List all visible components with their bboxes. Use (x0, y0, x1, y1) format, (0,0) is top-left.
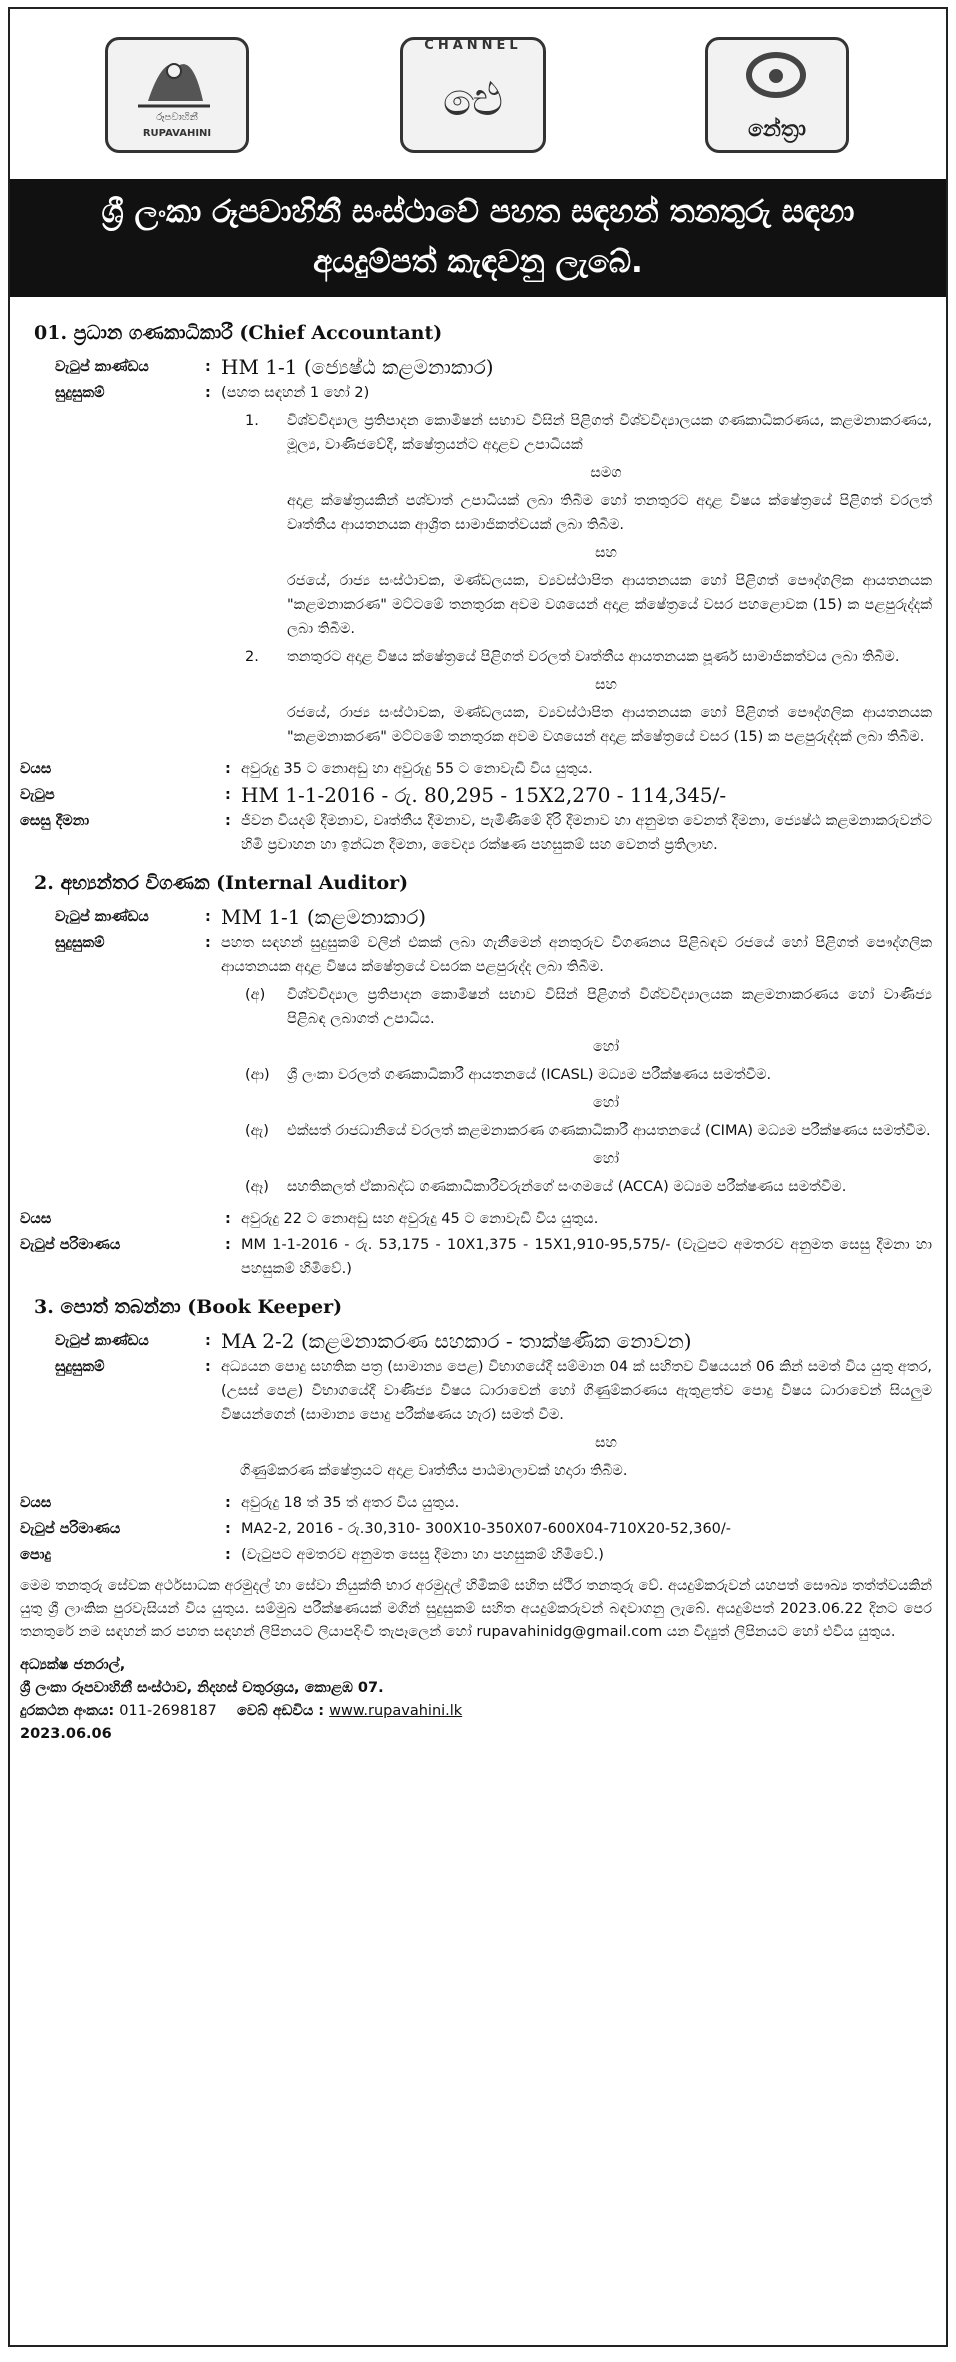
label-salary-scale: වැටුප් පරිමාණය (20, 1237, 121, 1253)
channel-label: CHANNEL (424, 38, 522, 53)
conjunction: සහ (595, 545, 617, 561)
eye-icon (746, 52, 806, 98)
qualifications-text: අධ්‍යයන පොදු සහතික පත්‍ර (සාමාන්‍ය පෙළ) විභාගයේදී සම්මාන 04 ක් සහිතව විෂයයන් 06 කින් සමත් විය යුතු අතර, (උසස් පෙළ) විභාගයේදී වාණිජ්‍ය විෂය ධාරාවෙන් හෝ ගිණුම්කරණය ඇතුළත්ව පොදු විෂය ධාරාවෙන් සියලුම විෂයන්ගෙන් (සාමාන්‍ය පොදු පරීක්ෂණය හැර) සමත් වීම. (221, 1359, 932, 1423)
phone-label: දුරකථන අංකය: (20, 1703, 115, 1719)
conjunction: සහ (595, 677, 617, 693)
phone-number: 011-2698187 (119, 1703, 217, 1719)
conjunction: හෝ (592, 1151, 620, 1167)
label-age: වයස (20, 1495, 52, 1511)
label-qualifications: සුදුසුකම් (55, 385, 105, 401)
conjunction: හෝ (592, 1095, 620, 1111)
website-link[interactable]: www.rupavahini.lk (329, 1703, 463, 1719)
qual-letter: (ඈ) (245, 1179, 269, 1195)
conjunction: හෝ (592, 1039, 620, 1055)
headline-line-2: අයදුම්පත් කැඳවනු ලැබේ. (313, 244, 643, 280)
qualification-c: එක්සත් රාජධානියේ වරලත් කළමනාකරණ ගණකාධිකාරී ආයතනයේ (CIMA) මධ්‍යම පරීක්ෂණය සමත්වීම. (287, 1123, 931, 1139)
general-conditions: මෙම තනතුරු සේවක අර්ථසාධක අරමුදල් හා සේවා නියුක්ති භාර අරමුදල් හිමිකම් සහිත ස්ථිර තනතුරු වේ. අයදුම්කරුවන් යහපත් සෞඛ්‍ය තත්ත්වයකින් යුතු ශ්‍රී ලාංකික පුරවැසියන් විය යුතුය. සම්මුඛ පරීක්ෂණයක් මගින් සුදුසුකම් සහිත අයදුම්කරුවන් බඳවාගනු ලැබේ. අයදුම්පත් 2023.06.22 දිනට පෙර තනතුරේ නම සඳහන් කර පහත සඳහන් ලිපිනයට ලියාපදිංචි තැපෑලෙන් හෝ rupavahinidg@gmail.com යන විද්‍යුත් ලිපිනයට හෝ එවිය යුතුය. (20, 1578, 932, 1640)
rupavahini-caption-si: රූපවාහිනී (156, 112, 198, 123)
contact-block (20, 1654, 932, 1746)
value-salary-scale: MA2-2, 2016 - රු.30,310- 300X10-350X07-600X04-710X20-52,360/- (241, 1521, 732, 1537)
qual-letter: (ඇ) (245, 1123, 269, 1139)
rupavahini-logo (105, 37, 249, 153)
vacancy-content: 01. ප්‍රධාන ගණකාධිකාරී (Chief Accountant) වැටුප් කාණ්ඩය : HM 1-1 (ජ්‍යෙෂ්ඨ කළමනාකාර) සුදුසුකම් : (පහත සඳහන් 1 හෝ 2) 1. විශ්වවිද්‍යාල ප්‍රතිපාදන කොමිෂන් සභාව විසින් පිළිගත් විශ්වවිද්‍යාලයක ගණකාධිකරණය, කළමනාකරණය, මූල්‍ය, වාණිජවේදී, ක්ෂේත්‍රයන්ට අදාළව උපාධියක් සමග අදාළ ක්ෂේත්‍රයකින් පශ්චාත් උපාධියක් ලබා තිබීම හෝ තනතුරට අදාළ විෂය ක්ෂේත්‍රයේ පිළිගත් වරලත් වෘත්තීය ආයතනයක ආශ්‍රිත සාමාජිකත්වයක් ලබා තිබීම. සහ රජයේ, රාජ්‍ය සංස්ථාවක, මණ්ඩලයක, ව්‍යවස්ථාපිත ආයතනයක හෝ පිළිගත් පෞද්ගලික ආයතනයක "කළමනාකරණ" මට්ටමේ තනතුරක අවම වශයෙන් අදාළ ක්ෂේත්‍රයේ වසර පහළොවක (15) ක පළපුරුද්දක් ලබා තිබීම. 2. තනතුරට අදාළ විෂය ක්ෂේත්‍රයේ පිළිගත් වරලත් වෘත්තීය ආයතනයක පූර්ණ සාමාජිකත්වය ලබා තිබීම. සහ රජයේ, රාජ්‍ය සංස්ථාවක, මණ්ඩලයක, ව්‍යවස්ථාපිත ආයතනයක හෝ පිළිගත් පෞද්ගලික ආයතනයක "කළමනාකරණ" මට්ටමේ තනතුරක අවම වශයෙන් අදාළ ක්ෂේත්‍රයේ වසර (15) ක පළපුරුද්දක් ලබා තිබීම. වයස : අවුරුදු 35 ට නොඅඩු හා අවුරුදු 55 ට නොවැඩි විය යුතුය. වැටුප : HM 1-1-2016 - රු. 80,295 - 15X2,270 - 114,345/- සෙසු දීමනා : ජීවන වියදම් දීමනාව, වෘත්තීය දීමනාව, පැමිණීමේ දිරි දීමනාව හා අනුමත වෙනත් දීමනා, ජ්‍යෙෂ්ඨ කළමනාකරුවන්ට හිමි ප්‍රවාහන හා ඉන්ධන දීමනා, වෛද්‍ය රක්ෂණ පහසුකම් සහ වෙනත් ප්‍රතිලාභ. 2. අභ්‍යන්තර විගණක (Internal Auditor) වැටුප් කාණ්ඩය : MM 1-1 (කළමනාකාර) සුදුසුකම් : පහත සඳහන් සුදුසුකම් වලින් එකක් ලබා ගැනීමෙන් අනතුරුව විගණනය පිළිබඳව රජයේ හෝ පිළිගත් පෞද්ගලික ආයතනයක අදාළ විෂය ක්ෂේත්‍රයේ වසරක පළපුරුද්ද ලබා තිබීම. (අ) විශ්වවිද්‍යාල ප්‍රතිපාදන කොමිෂන් සභාව විසින් පිළිගත් විශ්වවිද්‍යාලයක කළමනාකරණය හෝ වාණිජ්‍ය පිළිබඳ ලබාගත් උපාධිය. හෝ (ආ) ශ්‍රී ලංකා වරලත් ගණකාධිකාරී ආයතනයේ (ICASL) මධ්‍යම පරීක්ෂණය සමත්වීම. හෝ (ඇ) එක්සත් රාජධානියේ වරලත් කළමනාකරණ ගණකාධිකාරී ආයතනයේ (CIMA) මධ්‍යම පරීක්ෂණය සමත්වීම. හෝ (ඈ) සහතිකලත් ඒකාබද්ධ ගණකාධිකාරීවරුන්ගේ සංගමයේ (ACCA) මධ්‍යම පරීක්ෂණය සමත්වීම. වයස : අවුරුදු 22 ට නොඅඩු සහ අවුරුදු 45 ට නොවැඩි විය යුතුය. වැටුප් පරිමාණය : MM 1-1-2016 - රු. 53,175 - 10X1,375 - 15X1,910-95,575/- (වැටුපට අමතරව අනුමත සෙසු දීමනා හා පහසුකම් හිමිවේ.) 3. පොත් තබන්නා (Book Keeper) වැටුප් කාණ්ඩය : MA 2-2 (කළමනාකරණ සහකාර - තාක්ෂණික නොවන) සුදුසුකම් : අධ්‍යයන පොදු සහතික පත්‍ර (සාමාන්‍ය පෙළ) විභාගයේදී සම්මාන 04 ක් සහිතව විෂයයන් 06 කින් සමත් විය යුතු අතර, (උසස් පෙළ) විභාගයේදී වාණිජ්‍ය විෂය ධාරාවෙන් හෝ ගිණුම්කරණය ඇතුළත්ව පොදු විෂය ධාරාවෙන් සියලුම විෂයන්ගෙන් (සාමාන්‍ය පොදු පරීක්ෂණය හැර) සමත් වීම. සහ ගිණුම්කරණ ක්ෂේත්‍රයට අදාළ වෘත්තීය පාඨමාලාවක් හදාරා තිබීම. වයස : අවුරුදු 18 ත් 35 ත් අතර විය යුතුය. වැටුප් පරිමාණය : MA2-2, 2016 - රු.30,310- 300X10-350X07-600X04-710X20-52,360/- පොදු : (වැටුපට අමතරව අනුමත සෙසු දීමනා හා පහසුකම් හිමිවේ.) මෙම තනතුරු සේවක අර්ථසාධක අරමුදල් හා සේවා නියුක්ති භාර අරමුදල් හිමිකම් සහිත ස්ථිර තනතුරු වේ. අයදුම්කරුවන් යහපත් සෞඛ්‍ය තත්ත්වයකින් යුතු ශ්‍රී ලාංකික පුරවැසියන් විය යුතුය. සම්මුඛ පරීක්ෂණයක් මගින් සුදුසුකම් සහිත අයදුම්කරුවන් බඳවාගනු ලැබේ. අයදුම්පත් 2023.06.22 දිනට පෙර තනතුරේ නම සඳහන් කර පහත සඳහන් ලිපිනයට ලියාපදිංචි තැපෑලෙන් හෝ rupavahinidg@gmail.com යන විද්‍යුත් ලිපිනයට හෝ එවිය යුතුය. අධ්‍යක්ෂ ජනරාල්, ශ්‍රී ලංකා රූපවාහිනී සංස්ථාව, නිදහස් චතුරශ්‍රය, කොළඹ 07. දුරකථන අංකය: 011-2698187 වෙබ් අඩවිය : www.rupavahini.lk 2023.06.06 (10, 297, 946, 1746)
qual-number: 1. (245, 413, 259, 429)
conjunction: සමග (590, 465, 622, 481)
label-common: පොදු (20, 1547, 51, 1563)
qualification-2: තනතුරට අදාළ විෂය ක්ෂේත්‍රයේ පිළිගත් වරලත් වෘත්තීය ආයතනයක පූර්ණ සාමාජිකත්වය ලබා තිබීම. (287, 649, 900, 665)
label-salary-grade: වැටුප් කාණ්ඩය (55, 1333, 149, 1349)
rupavahini-emblem-icon (108, 46, 240, 116)
label-benefits: සෙසු දීමනා (20, 813, 90, 829)
value-salary-grade: MA 2-2 (කළමනාකරණ සහකාර - තාක්ෂණික නොවන) (221, 1329, 692, 1353)
headline-line-1: ශ්‍රී ලංකා රූපවාහිනී සංස්ථාවේ පහත සඳහන් තනතුරු සඳහා (101, 194, 855, 230)
logo-strip (10, 9, 946, 179)
address: ශ්‍රී ලංකා රූපවාහිනී සංස්ථාව, නිදහස් චතුරශ්‍රය, කොළඹ 07. (20, 1680, 384, 1696)
label-qualifications: සුදුසුකම් (55, 935, 105, 951)
label-age: වයස (20, 1211, 52, 1227)
qualification-b: ශ්‍රී ලංකා වරලත් ගණකාධිකාරී ආයතනයේ (ICASL) මධ්‍යම පරීක්ෂණය සමත්වීම. (287, 1067, 772, 1083)
qualifications-intro: පහත සඳහන් සුදුසුකම් වලින් එකක් ලබා ගැනීමෙන් අනතුරුව විගණනය පිළිබඳව රජයේ හෝ පිළිගත් පෞද්ගලික ආයතනයක අදාළ විෂය ක්ෂේත්‍රයේ වසරක පළපුරුද්ද ලබා තිබීම. (221, 935, 932, 975)
qualification-1-part-3: රජයේ, රාජ්‍ය සංස්ථාවක, මණ්ඩලයක, ව්‍යවස්ථාපිත ආයතනයක හෝ පිළිගත් පෞද්ගලික ආයතනයක "කළමනාකරණ" මට්ටමේ තනතුරක අවම වශයෙන් අදාළ ක්ෂේත්‍රයේ වසර පහළොවක (15) ක පළපුරුද්දක් ලබා තිබීම. (287, 573, 932, 637)
label-salary-grade: වැටුප් කාණ්ඩය (55, 359, 149, 375)
value-age: අවුරුදු 18 ත් 35 ත් අතර විය යුතුය. (241, 1495, 460, 1511)
value-common: (වැටුපට අමතරව අනුමත සෙසු දීමනා හා පහසුකම් හිමිවේ.) (241, 1547, 604, 1563)
qualification-a: විශ්වවිද්‍යාල ප්‍රතිපාදන කොමිෂන් සභාව විසින් පිළිගත් විශ්වවිද්‍යාලයක කළමනාකරණය හෝ වාණිජ්‍ය පිළිබඳ ලබාගත් උපාධිය. (287, 987, 932, 1027)
value-age: අවුරුදු 22 ට නොඅඩු සහ අවුරුදු 45 ට නොවැඩි විය යුතුය. (241, 1211, 599, 1227)
qual-letter: (අ) (245, 987, 266, 1003)
value-salary: HM 1-1-2016 - රු. 80,295 - 15X2,270 - 114,345/- (241, 783, 727, 807)
section-title-chief-accountant: 01. ප්‍රධාන ගණකාධිකාරී (Chief Accountant) (34, 322, 443, 344)
qualification-part-2: ගිණුම්කරණ ක්ෂේත්‍රයට අදාළ වෘත්තීය පාඨමාලාවක් හදාරා තිබීම. (240, 1463, 628, 1479)
qual-number: 2. (245, 649, 259, 665)
qualification-2-part-2: රජයේ, රාජ්‍ය සංස්ථාවක, මණ්ඩලයක, ව්‍යවස්ථාපිත ආයතනයක හෝ පිළිගත් පෞද්ගලික ආයතනයක "කළමනාකරණ" මට්ටමේ තනතුරක අවම වශයෙන් අදාළ ක්ෂේත්‍රයේ වසර (15) ක පළපුරුද්දක් ලබා තිබීම. (287, 705, 932, 745)
web-label: වෙබ් අඩවිය : (237, 1703, 325, 1719)
qualification-d: සහතිකලත් ඒකාබද්ධ ගණකාධිකාරීවරුන්ගේ සංගමයේ (ACCA) මධ්‍යම පරීක්ෂණය සමත්වීම. (287, 1179, 847, 1195)
label-salary-grade: වැටුප් කාණ්ඩය (55, 909, 149, 925)
qualifications-intro: (පහත සඳහන් 1 හෝ 2) (221, 385, 370, 401)
qualification-1-part-2: අදාළ ක්ෂේත්‍රයකින් පශ්චාත් උපාධියක් ලබා තිබීම හෝ තනතුරට අදාළ විෂය ක්ෂේත්‍රයේ පිළිගත් වරලත් වෘත්තීය ආයතනයක ආශ්‍රිත සාමාජිකත්වයක් ලබා තිබීම. (287, 493, 932, 533)
value-salary-grade: MM 1-1 (කළමනාකාර) (221, 905, 427, 929)
signatory: අධ්‍යක්ෂ ජනරාල්, (20, 1657, 126, 1673)
value-benefits: ජීවන වියදම් දීමනාව, වෘත්තීය දීමනාව, පැමිණීමේ දිරි දීමනාව හා අනුමත වෙනත් දීමනා, ජ්‍යෙෂ්ඨ කළමනාකරුවන්ට හිමි ප්‍රවාහන හා ඉන්ධන දීමනා, වෛද්‍ය රක්ෂණ පහසුකම් සහ වෙනත් ප්‍රතිලාභ. (241, 813, 932, 853)
advertisement-page (8, 7, 948, 2347)
label-salary-scale: වැටුප් පරිමාණය (20, 1521, 121, 1537)
publish-date: 2023.06.06 (20, 1726, 112, 1742)
rupavahini-caption-en: RUPAVAHINI (142, 128, 212, 139)
channel-eye-glyph: ඓ (442, 72, 504, 126)
value-age: අවුරුදු 35 ට නොඅඩු හා අවුරුදු 55 ට නොවැඩි විය යුතුය. (241, 761, 593, 777)
headline-banner (10, 179, 946, 297)
nethra-logo (705, 37, 849, 153)
value-salary-scale: MM 1-1-2016 - රු. 53,175 - 10X1,375 - 15X1,910-95,575/- (වැටුපට අමතරව අනුමත සෙසු දීමනා හා පහසුකම් හිමිවේ.) (241, 1237, 932, 1277)
channel-eye-logo (400, 37, 546, 153)
label-salary: වැටුප (20, 787, 55, 803)
qualification-1: විශ්වවිද්‍යාල ප්‍රතිපාදන කොමිෂන් සභාව විසින් පිළිගත් විශ්වවිද්‍යාලයක ගණකාධිකරණය, කළමනාකරණය, මූල්‍ය, වාණිජවේදී, ක්ෂේත්‍රයන්ට අදාළව උපාධියක් (287, 413, 932, 453)
qual-letter: (ආ) (245, 1067, 270, 1083)
section-title-internal-auditor: 2. අභ්‍යන්තර විගණක (Internal Auditor) (34, 872, 409, 894)
label-qualifications: සුදුසුකම් (55, 1359, 105, 1375)
contact-line (20, 1700, 932, 1723)
section-title-book-keeper: 3. පොත් තබන්නා (Book Keeper) (34, 1296, 343, 1318)
nethra-label: නේත්‍රා (748, 117, 806, 142)
value-salary-grade: HM 1-1 (ජ්‍යෙෂ්ඨ කළමනාකාර) (221, 355, 494, 379)
conjunction: සහ (595, 1435, 617, 1451)
label-age: වයස (20, 761, 52, 777)
